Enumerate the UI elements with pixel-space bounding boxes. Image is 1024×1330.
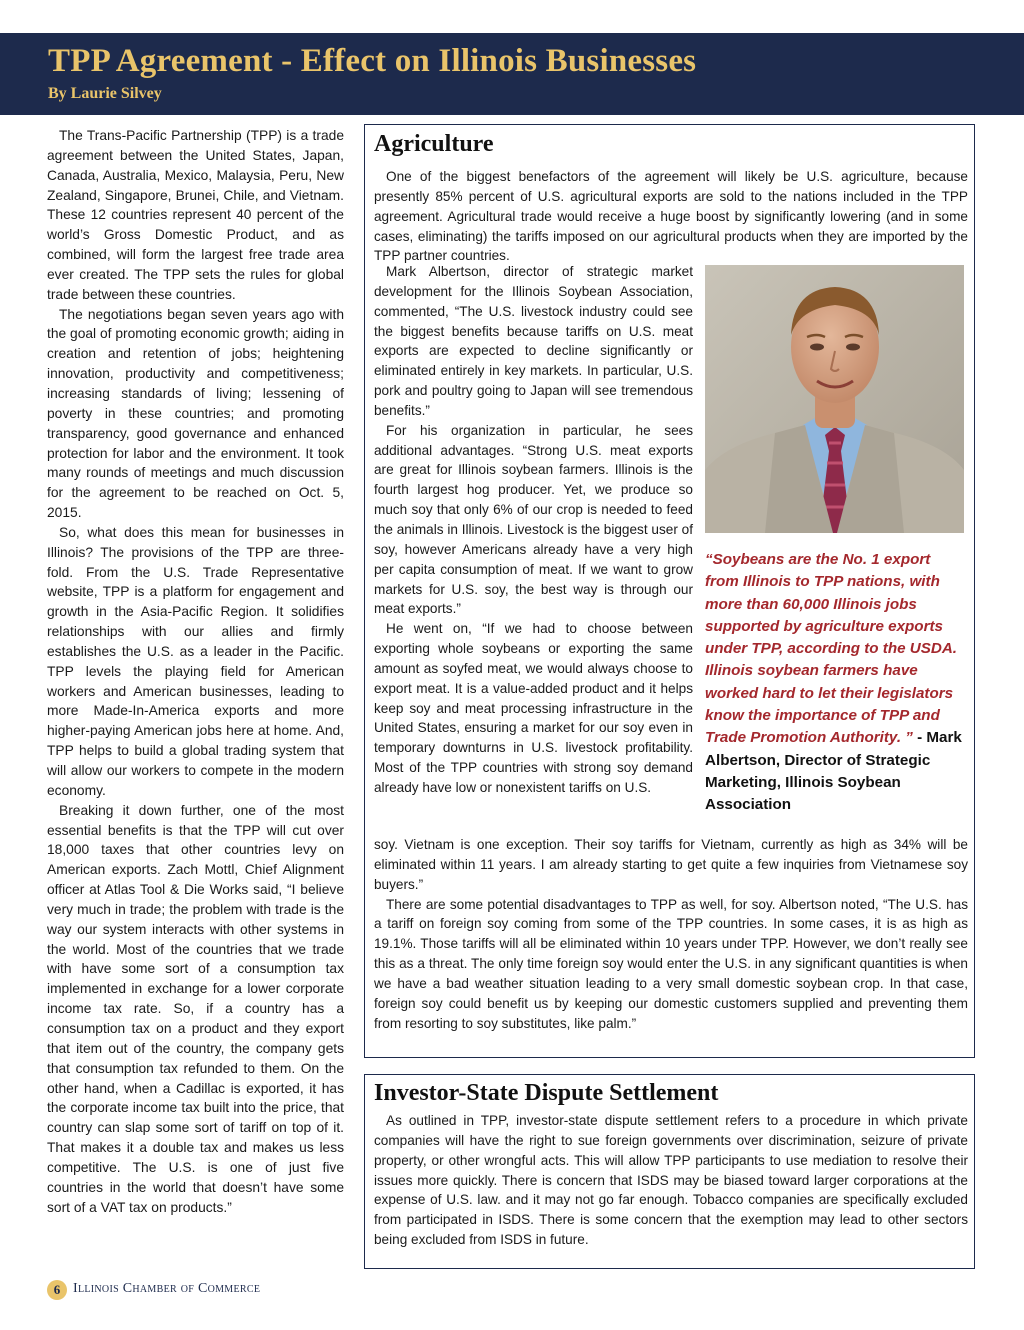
article-title: TPP Agreement - Effect on Illinois Businesses: [48, 43, 697, 79]
agriculture-paragraph: Mark Albertson, director of strategic market development for the Illinois Soybean Association, commented, “The U.S. livestock industry could see the biggest benefits because tariffs on U.S. meat exports are expected to decline significantly or eliminated entirely in key markets. In particular, U.S. pork and poultry going to Japan will see tremendous benefits.”: [374, 264, 693, 418]
pull-quote: [705, 549, 967, 817]
left-paragraph: So, what does this mean for businesses in Illinois? The provisions of the TPP are three-fold. From the U.S. Trade Representative website, TPP is a platform for engagement and growth in the Asia-Pacific Region. It solidifies relationships with our allies and firmly establishes the U.S. as a leader in the Pacific. TPP levels the playing field for American workers and American businesses, leading to more Made-In-America exports and more higher-paying American jobs here at home. And, TPP helps to build a global trading system that will allow our workers to compete in the modern economy.: [47, 524, 344, 798]
agriculture-intro: One of the biggest benefactors of the agreement will likely be U.S. agriculture, because presently 85% percent of U.S. agricultural exports are sold to the nations included in the TPP agreement. Agricultural trade would receive a huge boost by significantly lowering (and in some cases, eliminating) the tariffs imposed on our agricultural products when they are imported by the TPP partner countries.: [374, 169, 968, 264]
agriculture-paragraph: soy. Vietnam is one exception. Their soy tariffs for Vietnam, currently as high as 34% will be eliminated within 11 years. I am already starting to get quite a few inquiries from Vietnamese soy buyers.”: [374, 837, 968, 892]
agriculture-heading: Agriculture: [374, 131, 494, 157]
agriculture-narrow-column: [374, 262, 693, 798]
pull-quote-text: “Soybeans are the No. 1 export from Illinois to TPP nations, with more than 60,000 Illinois jobs supported by agriculture exports under TPP, according to the USDA. Illinois soybean farmers have worked hard to let their legislators know the importance of TPP and Trade Promotion Authority. ”: [705, 551, 958, 747]
pull-quote-attribution: - Mark Albertson, Director of Strategic Marketing, Illinois Soybean Association: [705, 729, 962, 814]
left-paragraph: Breaking it down further, one of the most essential benefits is that the TPP will cut over 18,000 taxes that other countries levy on American exports. Zach Mottl, Chief Alignment officer at Atlas Tool & Die Works said, “I believe very much in trade; the problem with trade is the way our system interacts with other systems in the world. Most of the countries that we trade with have some sort of a consumption tax implemented in exchange for a lower corporate income tax rate. So, if a country has a consumption tax on a product and they export that item out of the country, the company gets that consumption tax refunded to them. On the other hand, when a Cadillac is exported, it has the corporate income tax built into the price, that country can slap some sort of tariff on top of it. That makes it a double tax and makes us less competitive. The U.S. is one of just five countries in the world that doesn’t have some sort of a VAT tax on products.”: [47, 802, 344, 1215]
left-column: [47, 126, 344, 1217]
header-banner: [0, 33, 1024, 115]
agriculture-continuation: [374, 835, 968, 1033]
left-paragraph: The Trans-Pacific Partnership (TPP) is a trade agreement between the United States, Japan, Canada, Australia, Mexico, Malaysia, Peru, New Zealand, Singapore, Brunei, Chile, and Vietnam. These 12 countries represent 40 percent of the world’s Gross Domestic Product, and as combined, will form the largest free trade area ever created. The TPP sets the rules for global trade between these countries.: [47, 128, 344, 302]
agriculture-paragraph: He went on, “If we had to choose between exporting whole soybeans or exporting the same amount as soyfed meat, we would always choose to export meat. It is a value-added product and it helps keep soy and meat processing infrastructure in the United States, ensuring a market for our soy even in temporary downturns in U.S. livestock profitability. Most of the TPP countries with strong soy demand already have low or nonexistent tariffs on U.S.: [374, 621, 693, 795]
portrait-illustration: [705, 265, 964, 533]
isds-body: As outlined in TPP, investor-state dispute settlement refers to a procedure in which private companies will have the right to sue foreign governments over discrimination, seizure of private property, or other wrongful acts. This will allow TPP participants to use mediation to resolve their issues more quickly. There is concern that ISDS may be biased toward larger corporations at the expense of U.S. law. and it may not go far enough. Tobacco companies are specifically excluded from participated in ISDS. There is some concern that the exemption may lead to other sectors being excluded from ISDS in future.: [374, 1113, 968, 1248]
left-paragraph: The negotiations began seven years ago with the goal of promoting economic growth; aiding in creation and retention of jobs; heightening innovation, productivity and competitiveness; increasing standards of living; lessening of poverty in these countries; and promoting transparency, good governance and enhanced protection for labor and the environment. It took many rounds of meetings and much discussion for the agreement to be reached on Oct. 5, 2015.: [47, 306, 344, 521]
publication-name: Illinois Chamber of Commerce: [73, 1281, 261, 1296]
isds-sidebar: [364, 1074, 975, 1269]
portrait-photo: [705, 265, 964, 533]
agriculture-paragraph: For his organization in particular, he sees additional advantages. “Strong U.S. meat exports are great for Illinois soybean farmers. Illinois is the fourth largest hog producer. Yet, we produce so much soy that only 6% of our crop is needed to feed the animals in Illinois. Livestock is the biggest user of soy, however Americans already have a very high per capita consumption of meat. If we want to grow markets for U.S. soy, the best way is through our meat exports.”: [374, 422, 693, 617]
page-number: 6: [47, 1280, 67, 1300]
agriculture-paragraph: There are some potential disadvantages to TPP as well, for soy. Albertson noted, “The U.S. has a tariff on foreign soy coming from some of the TPP countries. In some cases, it is as high as 19.1%. Those tariffs will all be eliminated within 10 years under TPP. However, we don’t really see this as a threat. The only time foreign soy would enter the U.S. in any significant quantities is when we have a bad weather situation leading to a very small domestic soybean crop. In that case, foreign soy could benefit us by keeping our domestic customers supplied and preventing them from resorting to soy substitutes, like palm.”: [374, 896, 968, 1031]
isds-heading: Investor-State Dispute Settlement: [374, 1080, 719, 1106]
agriculture-sidebar: [364, 124, 975, 1058]
article-byline: By Laurie Silvey: [48, 85, 162, 102]
